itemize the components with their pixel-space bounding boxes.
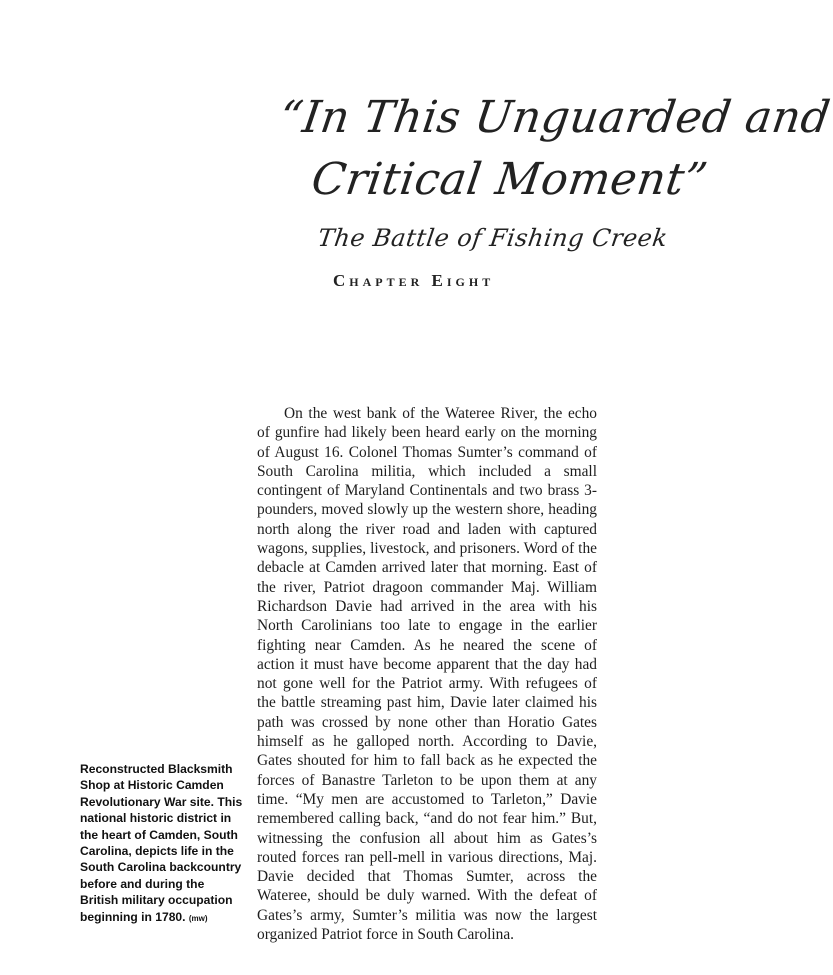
body-paragraph: On the west bank of the Wateree River, the echo of gunfire had likely been heard early on the morning of August 16. Colonel Thomas Sumter’s command of South Carolina militia, which included a small contingent of Maryland Continentals and two brass 3-pounders, moved slowly up the western shore, heading north along the river road and laden with captured wagons, supplies, livestock, and prisoners. Word of the debacle at Camden arrived later that morning. East of the river, Patriot dragoon commander Maj. William Richardson Davie had arrived in the area with his North Carolinians too late to engage in the earlier fighting near Camden. As he neared the scene of action it must have become apparent that the day had not gone well for the Patriot army. With refugees of the battle streaming past him, Davie later claimed his path was crossed by none other than Horatio Gates himself as he galloped north. According to Davie, Gates shouted for him to fall back as he expected the forces of Banastre Tarleton to be upon them at any time. “My men are accustomed to Tarleton,” Davie remembered calling back, “and do not fear him.” But, witnessing the confusion all about him as Gates’s routed forces ran pell-mell in various directions, Maj. Davie decided that Thomas Sumter, across the Wateree, should be duly warned. With the defeat of Gates’s army, Sumter’s militia was now the largest organized Patriot force in South Carolina. <box>257 405 597 944</box>
caption-credit: (mw) <box>188 913 208 923</box>
chapter-label: Chapter Eight <box>333 271 495 290</box>
photo-caption <box>80 761 245 927</box>
body-text <box>257 404 597 944</box>
title-line-1: “In This Unguarded and <box>276 92 833 143</box>
title-line-2: Critical Moment” <box>308 154 711 205</box>
caption-text: Reconstructed Blacksmith Shop at Historic Camden Revolutionary War site. This national historic district in the heart of Camden, South Carolina, depicts life in the South Carolina backcountry before and during the British military occupation beginning in 1780. <box>80 762 243 924</box>
chapter-subtitle: The Battle of Fishing Creek <box>316 224 670 252</box>
